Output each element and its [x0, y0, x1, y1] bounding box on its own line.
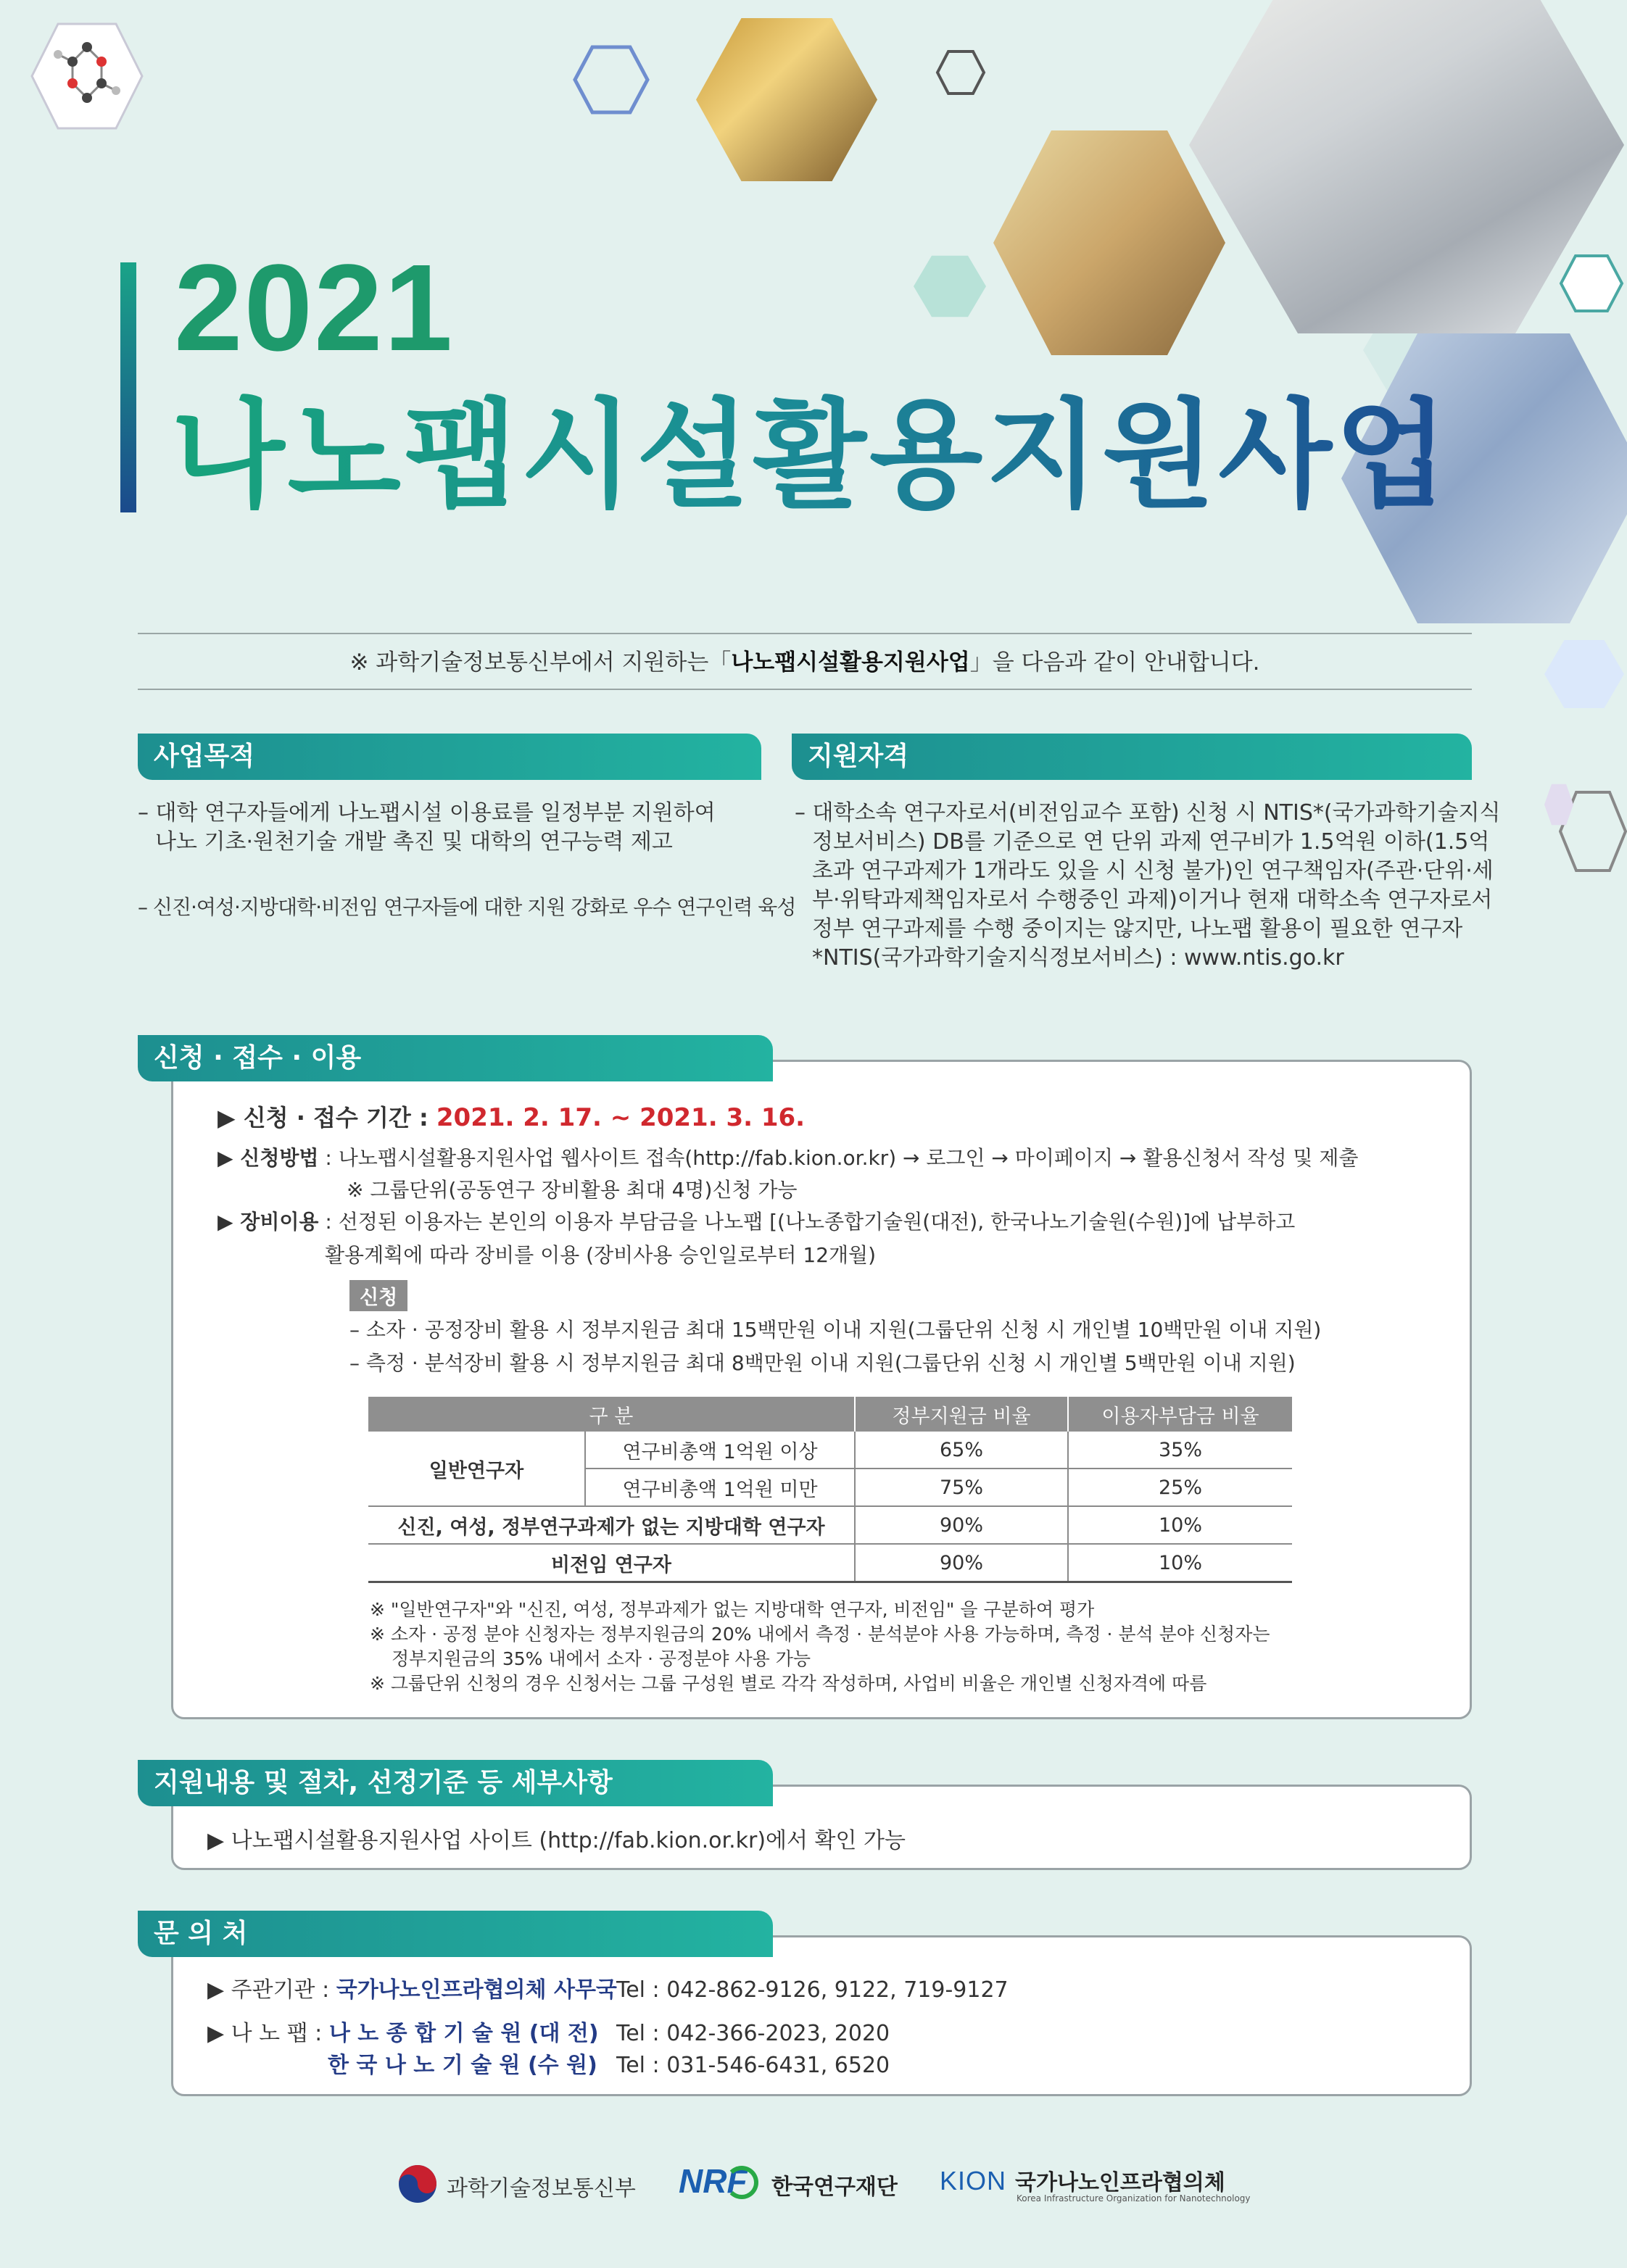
fab2-tel: Tel : 031-546-6431, 6520 — [616, 2053, 890, 2078]
period-colon: : — [410, 1104, 436, 1131]
method-text: : 나노팹시설활용지원사업 웹사이트 접속(http://fab.kion.or.kr) → 로그인 → 마이페이지 → 활용신청서 작성 및 제출 — [318, 1146, 1359, 1170]
eligibility-text — [795, 799, 1500, 973]
title-accent-bar — [120, 262, 136, 512]
intro-text — [138, 644, 1472, 676]
outline-hexagon — [935, 49, 986, 96]
purpose-item-2: – 신진·여성·지방대학·비전임 연구자들에 대한 지원 강화로 우수 연구인력 육성 — [138, 895, 796, 919]
contact-fab — [207, 2019, 599, 2048]
host-name: 국가나노인프라협의체 사무국 — [336, 1977, 617, 2003]
host-tel: Tel : 042-862-9126, 9122, 719-9127 — [616, 1977, 1009, 2003]
table-header: 정부지원금 비율 — [855, 1397, 1068, 1432]
application-method — [218, 1144, 1358, 1173]
table-cell: 10% — [1068, 1544, 1292, 1582]
eligibility-line: *NTIS(국가과학기술지식정보서비스) : www.ntis.go.kr — [812, 945, 1344, 971]
table-cell: 일반연구자 — [368, 1432, 585, 1506]
fab2-name: 한 국 나 노 기 술 원 (수 원) — [328, 2053, 597, 2078]
fab1-name: 나 노 종 합 기 술 원 (대 전) — [328, 2021, 599, 2046]
lab-photo-2 — [993, 130, 1225, 355]
host-label: ▶ 주관기관 : — [207, 1977, 336, 2003]
fab-label: ▶ 나 노 팹 : — [207, 2021, 329, 2046]
lab-photo-1 — [696, 18, 877, 181]
usage-text: : 선정된 이용자는 본인의 이용자 부담금을 나노팹 [(나노종합기술원(대전), 한국나노기술원(수원)]에 납부하고 — [318, 1210, 1296, 1234]
method-note: ※ 그룹단위(공동연구 장비활용 최대 4명)신청 가능 — [347, 1178, 798, 1202]
application-badge — [349, 1280, 407, 1311]
details-heading: 지원내용 및 절차, 선정기준 등 세부사항 — [138, 1760, 773, 1806]
eligibility-line: 정보서비스) DB를 기준으로 연 단위 과제 연구비가 1.5억원 이하(1.5억 — [812, 829, 1490, 855]
application-notes — [370, 1598, 1270, 1696]
table-cell: 90% — [855, 1544, 1068, 1582]
application-heading: 신청 · 접수 · 이용 — [138, 1035, 773, 1081]
table-cell: 25% — [1068, 1469, 1292, 1506]
divider — [138, 689, 1472, 690]
nrf-logo-text: 한국연구재단 — [771, 2174, 898, 2200]
eligibility-heading: 지원자격 — [792, 734, 1472, 780]
table-cell: 연구비총액 1억원 미만 — [585, 1469, 855, 1506]
note: 정부지원금의 35% 내에서 소자 · 공정분야 사용 가능 — [392, 1648, 811, 1669]
note: ※ 그룹단위 신청의 경우 신청서는 그룹 구성원 별로 각각 작성하며, 사업비 비율은 개인별 신청자격에 따름 — [370, 1673, 1207, 1694]
usage-text-2: 활용계획에 따라 장비를 이용 (장비사용 승인일로부터 12개월) — [325, 1243, 877, 1267]
usage-label: ▶ 장비이용 — [218, 1210, 319, 1234]
outline-hexagon — [573, 45, 650, 115]
table-cell: 10% — [1068, 1506, 1292, 1544]
page-title: 나노팹시설활용지원사업 — [171, 388, 1452, 524]
contact-host — [207, 1976, 617, 2005]
table-row — [368, 1432, 1292, 1469]
table-cell: 비전임 연구자 — [368, 1544, 855, 1582]
intro-suffix: 」을 다음과 같이 안내합니다. — [969, 649, 1260, 676]
rule-2: – 측정 · 분석장비 활용 시 정부지원금 최대 8백만원 이내 지원(그룹단위 신청 시 개인별 5백만원 이내 지원) — [349, 1351, 1296, 1375]
table-cell: 35% — [1068, 1432, 1292, 1469]
details-text: ▶ 나노팹시설활용지원사업 사이트 (http://fab.kion.or.kr)에서 확인 가능 — [207, 1828, 906, 1853]
fab1-tel: Tel : 042-366-2023, 2020 — [616, 2021, 890, 2046]
table-cell: 90% — [855, 1506, 1068, 1544]
intro-bold: 나노팹시설활용지원사업 — [731, 649, 970, 676]
purpose-line: – 대학 연구자들에게 나노팹시설 이용료를 일정부분 지원하여 — [138, 800, 716, 826]
eligibility-line: 정부 연구과제를 수행 중이지는 않지만, 나노팹 활용이 필요한 연구자 — [812, 916, 1463, 942]
table-cell: 신진, 여성, 정부연구과제가 없는 지방대학 연구자 — [368, 1506, 855, 1544]
note: ※ 소자 · 공정 분야 신청자는 정부지원금의 20% 내에서 측정 · 분석분야 사용 가능하며, 측정 · 분석 분야 신청자는 — [370, 1624, 1270, 1645]
divider — [138, 633, 1472, 634]
application-period — [218, 1103, 805, 1132]
title-year: 2021 — [174, 239, 455, 377]
method-label: ▶ 신청방법 — [218, 1146, 319, 1170]
table-row — [368, 1506, 1292, 1544]
eligibility-line: 부·위탁과제책임자로서 수행중인 과제)이거나 현재 대학소속 연구자로서 — [812, 887, 1493, 913]
msit-emblem-icon — [397, 2164, 438, 2204]
purpose-heading: 사업목적 — [138, 734, 761, 780]
intro-prefix: ※ 과학기술정보통신부에서 지원하는「 — [349, 649, 732, 676]
table-row — [368, 1544, 1292, 1582]
molecule-hex-icon — [29, 18, 145, 134]
kion-logo-text: 국가나노인프라협의체 — [1015, 2170, 1225, 2196]
teal-hexagon — [914, 254, 986, 319]
msit-logo-text: 과학기술정보통신부 — [447, 2176, 636, 2201]
rule-1: – 소자 · 공정장비 활용 시 정부지원금 최대 15백만원 이내 지원(그룹단위 신청 시 개인별 10백만원 이내 지원) — [349, 1318, 1322, 1342]
application-usage — [218, 1208, 1295, 1237]
support-rate-table — [368, 1397, 1292, 1583]
contact-heading: 문 의 처 — [138, 1911, 773, 1957]
table-header-row — [368, 1397, 1292, 1432]
badge-label: 신청 — [349, 1280, 407, 1311]
table-header: 구 분 — [368, 1397, 855, 1432]
table-cell: 연구비총액 1억원 이상 — [585, 1432, 855, 1469]
eligibility-line: 초과 연구과제가 1개라도 있을 시 신청 불가)인 연구책임자(주관·단위·세 — [812, 858, 1494, 884]
blue-hexagon — [1544, 638, 1624, 710]
table-header: 이용자부담금 비율 — [1068, 1397, 1292, 1432]
nrf-logo: NRF — [679, 2162, 748, 2200]
outline-hexagon — [1559, 254, 1624, 313]
period-value: 2021. 2. 17. ~ 2021. 3. 16. — [436, 1103, 806, 1132]
kion-logo: KION — [940, 2166, 1007, 2196]
kion-logo-subtext: Korea Infrastructure Organization for Nanotechnology — [1017, 2193, 1251, 2203]
table-cell: 75% — [855, 1469, 1068, 1506]
note: ※ "일반연구자"와 "신진, 여성, 정부과제가 없는 지방대학 연구자, 비전임" 을 구분하여 평가 — [370, 1599, 1095, 1620]
period-label: ▶ 신청 · 접수 기간 — [218, 1104, 411, 1131]
table-cell: 65% — [855, 1432, 1068, 1469]
purpose-line: 나노 기초·원천기술 개발 촉진 및 대학의 연구능력 제고 — [155, 829, 673, 855]
eligibility-line: – 대학소속 연구자로서(비전임교수 포함) 신청 시 NTIS*(국가과학기술지식 — [795, 800, 1501, 826]
purpose-item-1 — [138, 799, 716, 857]
nrf-swoosh-icon — [725, 2166, 758, 2199]
